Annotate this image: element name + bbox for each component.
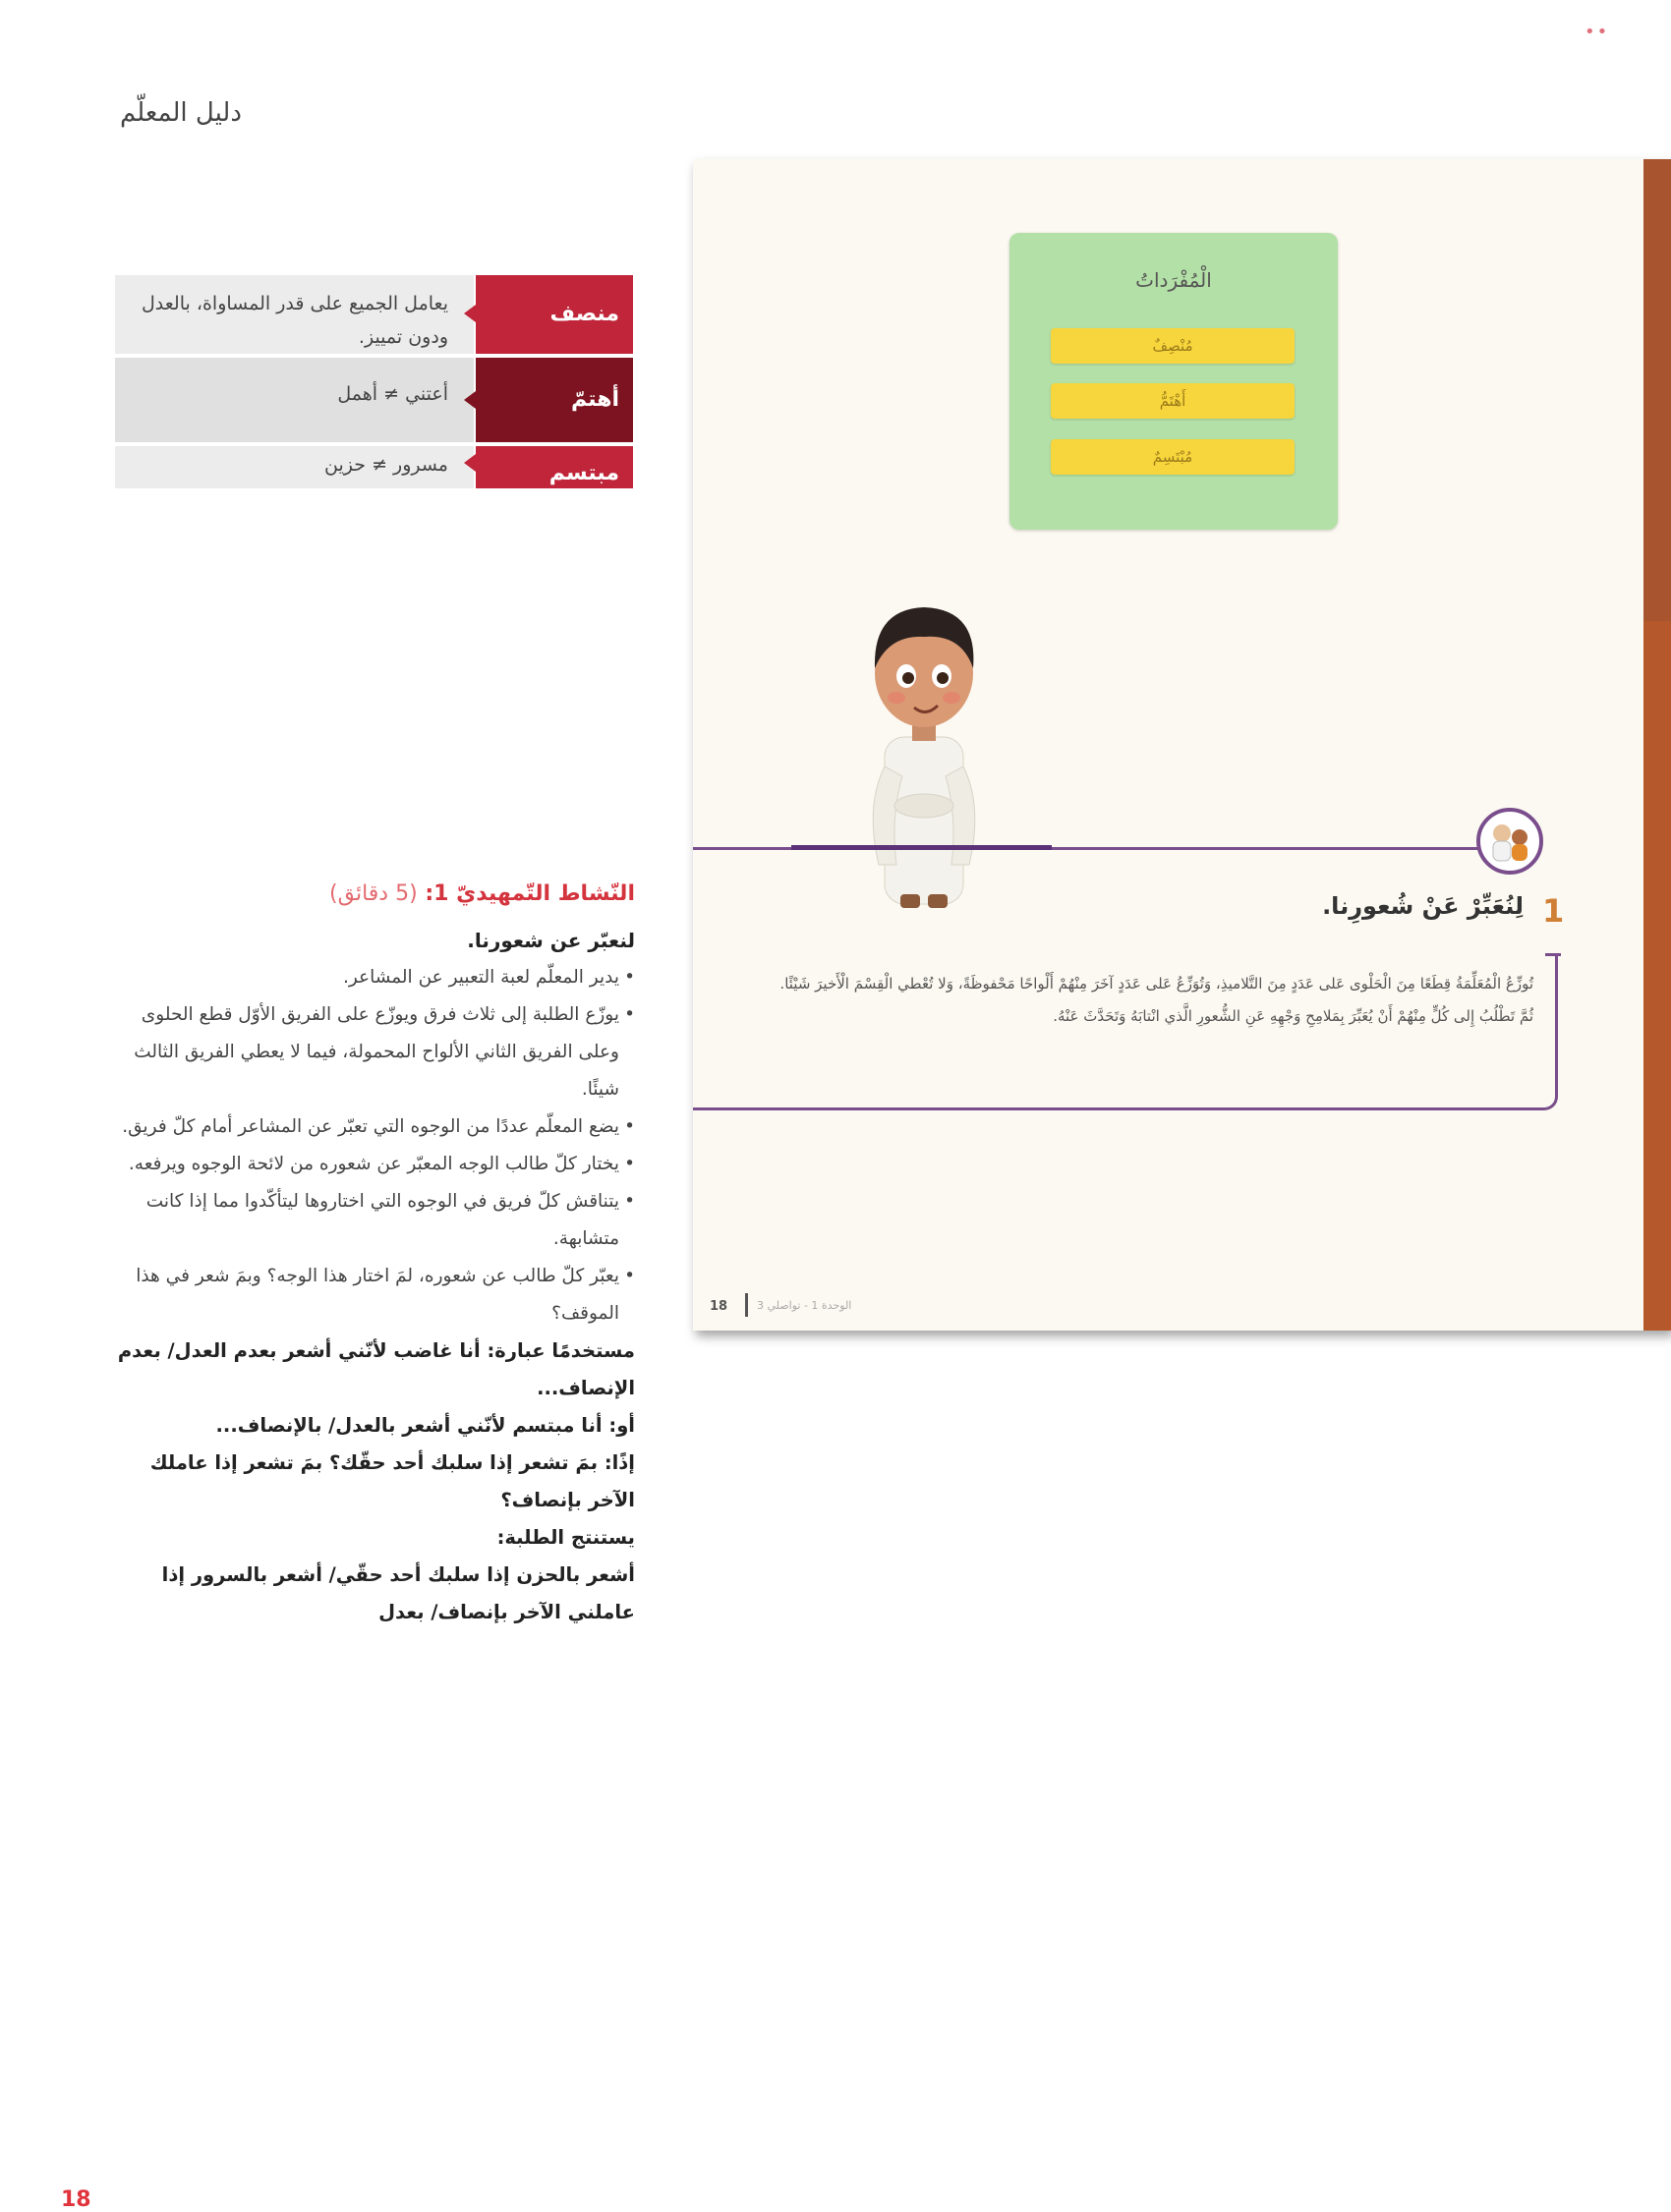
- page-header-title: دليل المعلّم: [120, 98, 242, 128]
- activity-bullet: • يدير المعلّم لعبة التعبير عن المشاعر.: [116, 959, 635, 996]
- vocab-word: منصف: [476, 275, 633, 354]
- page-edge-band-top: [1643, 159, 1671, 621]
- section-number: 1: [1542, 892, 1565, 930]
- activity-title: النّشاط التّمهيديّ 1:: [425, 881, 635, 906]
- section-divider-accent: [791, 845, 1052, 850]
- activity-bold-line: إذًا: بمَ تشعر إذا سلبك أحد حقّك؟ بمَ تشعر إذا عاملك الآخر بإنصاف؟: [149, 1451, 635, 1511]
- vocab-row: [115, 446, 633, 488]
- family-icon: [1476, 808, 1543, 875]
- activity-bullet: • يعبّر كلّ طالب عن شعوره، لمَ اختار هذا الوجه؟ وبمَ شعر في هذا الموقف؟: [116, 1258, 635, 1333]
- vocab-word: مبتسم: [476, 446, 633, 488]
- vocab-word-card: مُنْصِفٌ: [1051, 328, 1295, 364]
- vocab-word: أهتمّ: [476, 358, 633, 442]
- section-bracket-top: [1545, 953, 1561, 956]
- vocabulary-table: [115, 275, 633, 488]
- activity-subheading: لنعبّر عن شعورنا.: [467, 929, 635, 952]
- activity-bold-line: مستخدمًا عبارة: أنا غاضب لأنّني أشعر بعدم العدل/ بعدم الإنصاف...: [117, 1339, 635, 1399]
- vocab-row: [115, 358, 633, 442]
- vocab-definition: أعتني ≠ أهمل: [115, 358, 474, 442]
- activity-bullet: • يضع المعلّم عددًا من الوجوه التي تعبّر عن المشاعر أمام كلّ فريق.: [116, 1108, 635, 1146]
- activity-bullet: • يوزّع الطلبة إلى ثلاث فرق ويوزّع على الفريق الأوّل قطع الحلوى وعلى الفريق الثاني الألواح المحمولة، فيما لا يعطي الفريق الثالث شيئًا.: [116, 996, 635, 1108]
- row-pointer: [464, 454, 476, 472]
- activity-bullet: • يتناقش كلّ فريق في الوجوه التي اختاروها ليتأكّدوا مما إذا كانت متشابهة.: [116, 1183, 635, 1258]
- activity-duration: (5 دقائق): [329, 881, 418, 906]
- footer-divider: [745, 1293, 748, 1317]
- activity-bold-line: أشعر بالحزن إذا سلبك أحد حقّي/ أشعر بالسرور إذا عاملني الآخر بإنصاف/ بعدل: [161, 1563, 635, 1623]
- decorative-dots: ••: [1585, 22, 1610, 42]
- vocab-definition: يعامل الجميع على قدر المساواة، بالعدل ودون تمييز.: [115, 275, 474, 354]
- vocab-word-card: أَهْتَمُّ: [1051, 383, 1295, 419]
- section-title: لِنُعَبِّرْ عَنْ شُعورِنا.: [1322, 892, 1524, 920]
- book-page-number: 18: [710, 1299, 728, 1314]
- book-footer-text: الوحدة 1 - تواصلي 3: [757, 1299, 852, 1312]
- activity-bullet: • يختار كلّ طالب الوجه المعبّر عن شعوره من لائحة الوجوه ويرفعه.: [116, 1146, 635, 1183]
- vocabulary-box-title: الْمُفْرَداتُ: [1135, 268, 1212, 292]
- activity-instructions: [116, 875, 635, 1631]
- vocab-word-card: مُبْتَسِمٌ: [1051, 439, 1295, 475]
- activity-bold-line: يستنتج الطلبة:: [496, 1526, 635, 1549]
- boy-illustration: [845, 580, 1003, 914]
- section-body-text: تُوزِّعُ الْمُعَلِّمَةُ قِطَعًا مِنَ الْحَلْوى عَلى عَدَدٍ مِنَ التَّلاميذِ، وَتُوَزِّعُ عَلى عَدَدٍ آخَرَ مِنْهُمْ أَلْواحًا مَحْفوظَةً، وَلا تُعْطي الْقِسْمَ الْأَخيرَ شَيْئًا. ثُمَّ تَطْلُبُ إِلى كُلٍّ مِنْهُمْ أَنْ يُعَبِّرَ بِمَلامِحِ وَجْهِهِ عَنِ الشُّعورِ الَّذي انْتابَهُ وَتَحَدَّثَ عَنْهُ.: [779, 975, 1533, 1025]
- vocab-row: [115, 275, 633, 354]
- activity-heading: [116, 875, 635, 914]
- row-pointer: [464, 391, 476, 409]
- row-pointer: [464, 305, 476, 322]
- activity-bold-line: أو: أنا مبتسم لأنّني أشعر بالعدل/ بالإنصاف...: [215, 1414, 635, 1437]
- page-number: 18: [61, 2187, 91, 2212]
- vocab-definition: مسرور ≠ حزين: [115, 446, 474, 488]
